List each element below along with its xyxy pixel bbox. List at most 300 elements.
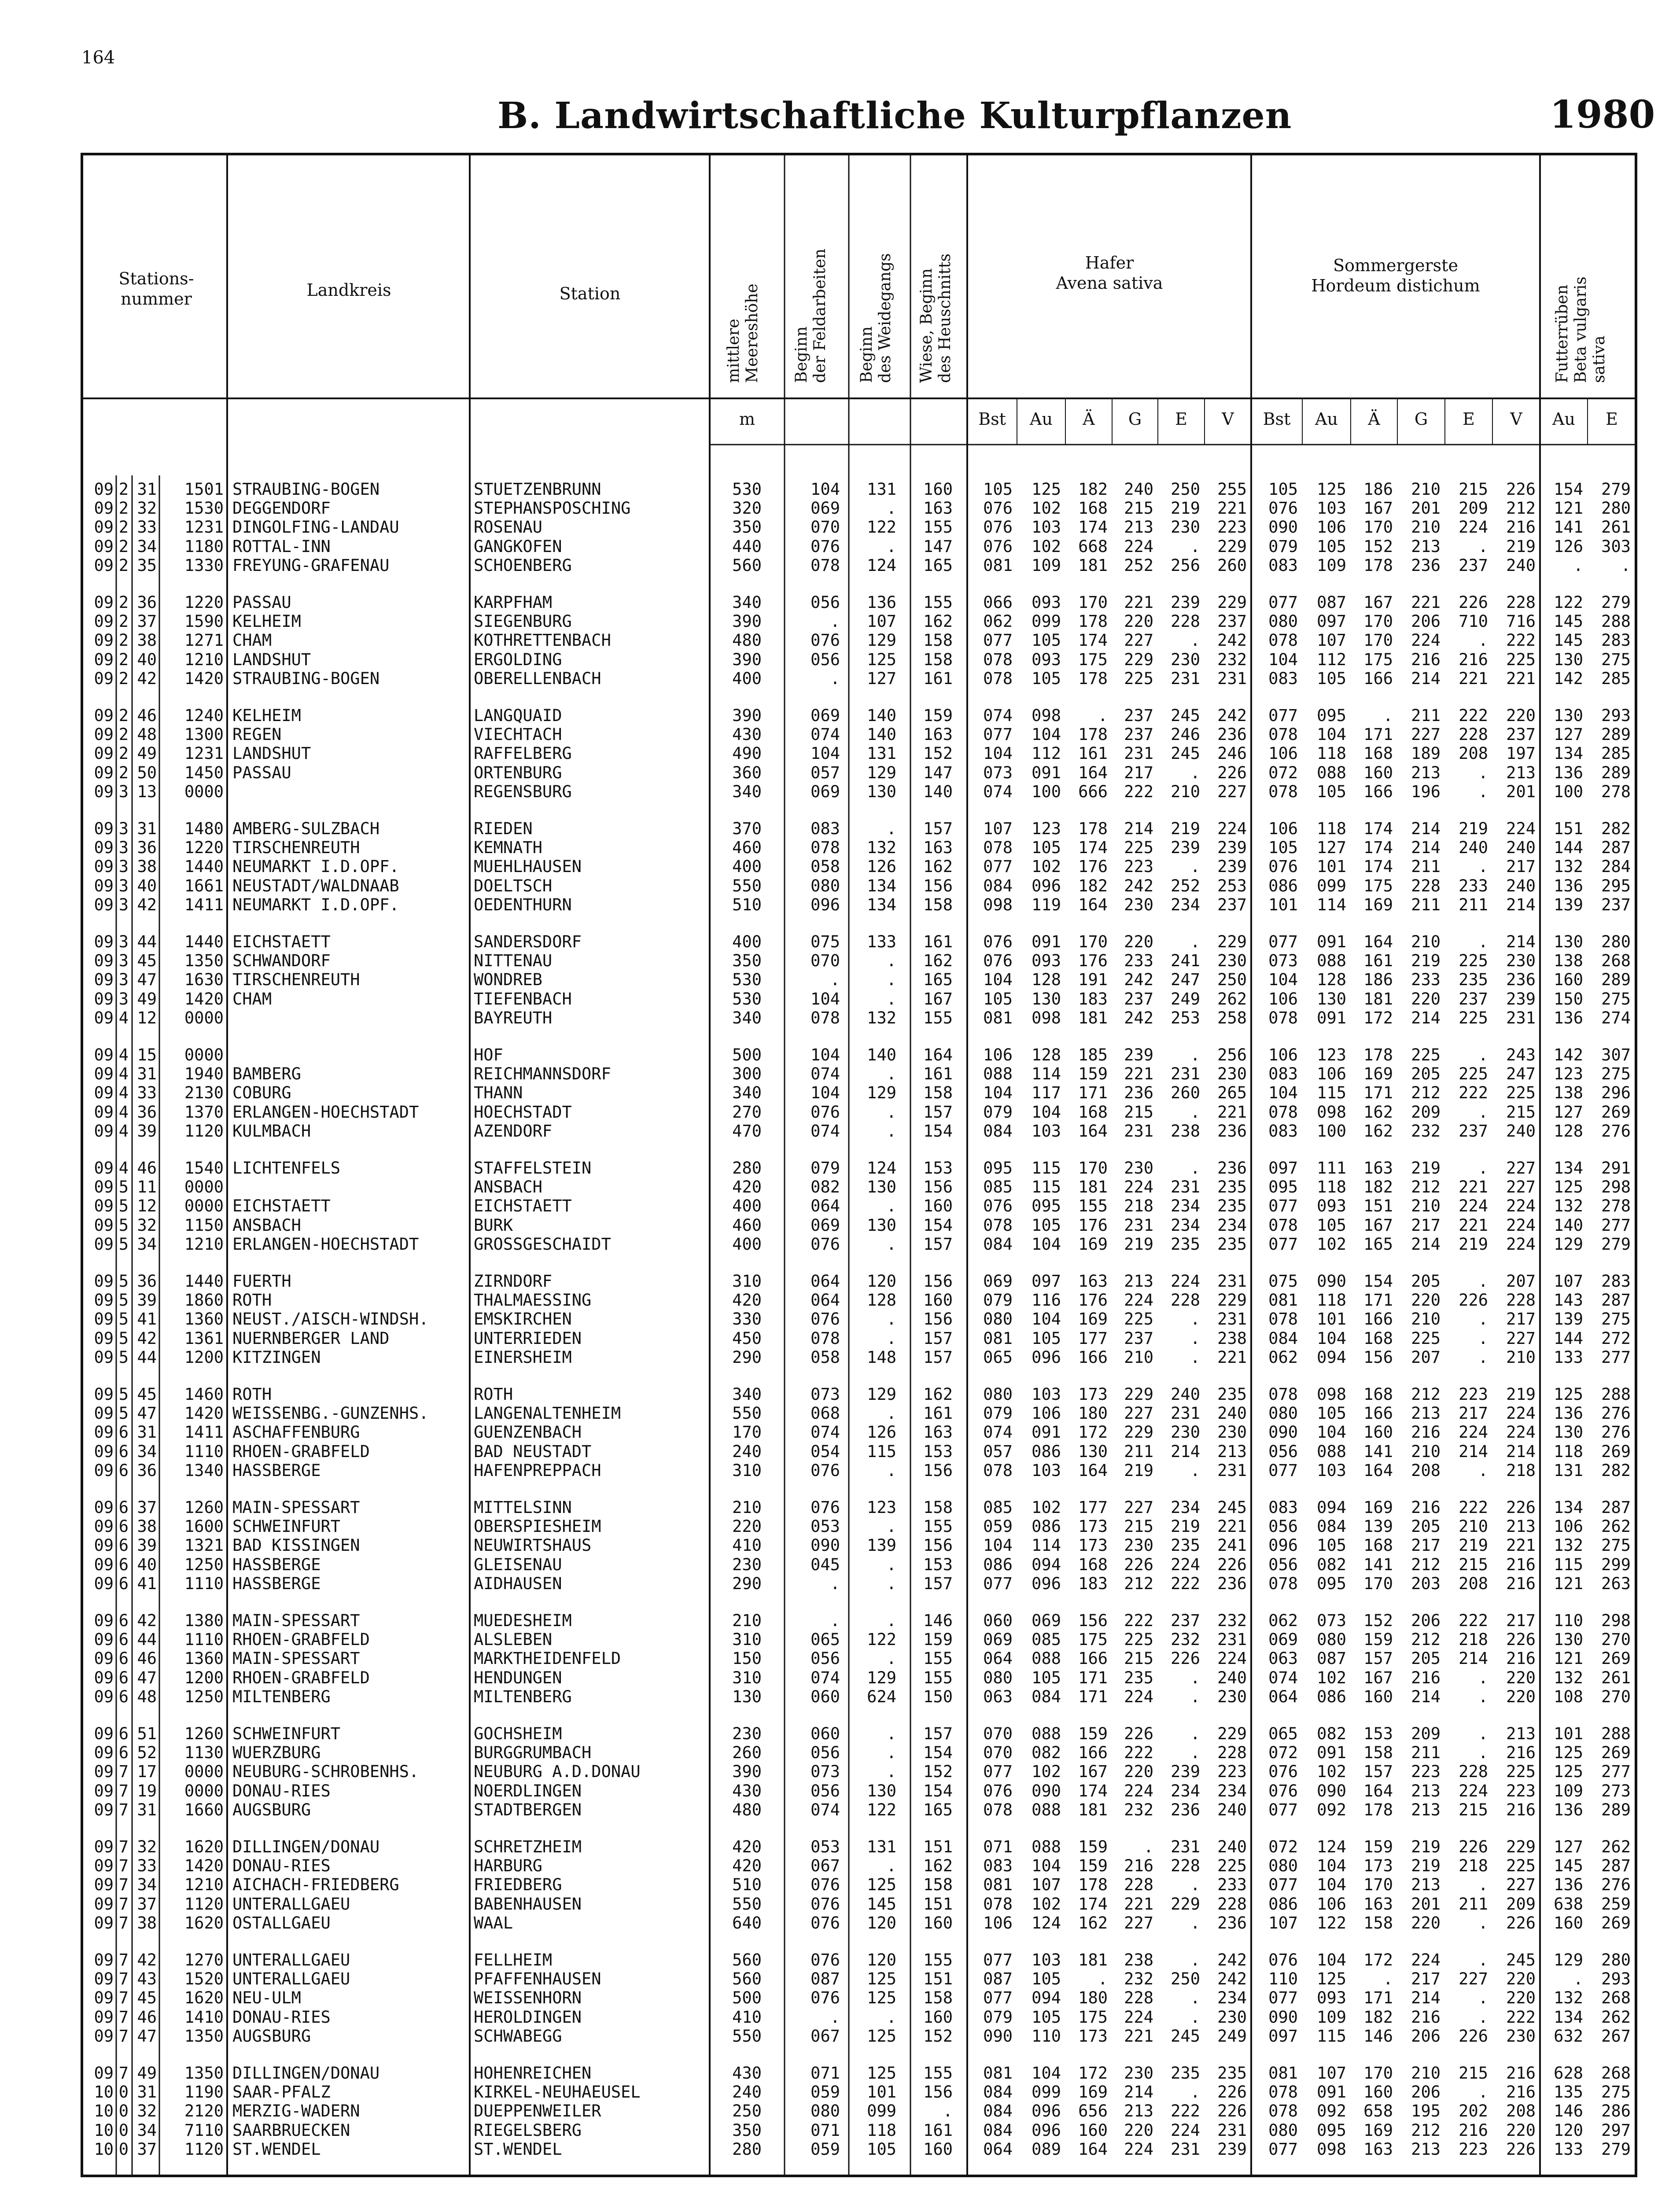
cell-hafer-bst: 104 bbox=[983, 744, 1013, 763]
cell-gerste-g: 214 bbox=[1411, 1988, 1441, 2008]
cell-station: ANSBACH bbox=[474, 1178, 542, 1197]
cell-hafer-ae: 172 bbox=[1078, 2064, 1108, 2083]
cell-hafer-g: 226 bbox=[1124, 1555, 1153, 1574]
cell-gerste-bst: 083 bbox=[1268, 669, 1298, 688]
cell-gerste-bst: 080 bbox=[1268, 1404, 1298, 1423]
cell-gerste-bst: 077 bbox=[1268, 1988, 1298, 2008]
cell-hafer-v: 250 bbox=[1217, 970, 1247, 990]
cell-stnr: 31 bbox=[137, 1423, 157, 1442]
cell-regbez: 2 bbox=[118, 631, 129, 650]
gerste-subheader: G bbox=[1414, 409, 1428, 429]
cell-station: WEISSENHORN bbox=[474, 1988, 582, 2008]
cell-landkreis: WEISSENBG.-GUNZENHS. bbox=[232, 1404, 429, 1423]
cell-gerste-v: 201 bbox=[1506, 782, 1536, 801]
cell-hafer-bst: 076 bbox=[983, 951, 1013, 971]
cell-hoehe: 430 bbox=[732, 2064, 762, 2083]
cell-hafer-g: 227 bbox=[1124, 1913, 1153, 1932]
cell-hafer-g: 237 bbox=[1124, 706, 1153, 725]
cell-landkreis: SCHWEINFURT bbox=[232, 1724, 341, 1743]
cell-gerste-bst: 101 bbox=[1268, 895, 1298, 914]
cell-gerste-au: 105 bbox=[1317, 1404, 1346, 1423]
cell-hafer-au: 102 bbox=[1032, 1894, 1061, 1914]
cell-hafer-ae: 159 bbox=[1078, 1064, 1108, 1084]
header-landkreis: Landkreis bbox=[306, 280, 391, 300]
cell-station: ALSLEBEN bbox=[474, 1630, 553, 1649]
cell-hoehe: 400 bbox=[732, 857, 762, 876]
cell-hafer-v: 258 bbox=[1217, 1008, 1247, 1027]
cell-gerste-e: . bbox=[1478, 1045, 1488, 1064]
cell-heuschnitt: 156 bbox=[923, 1310, 953, 1329]
cell-gerste-bst: 078 bbox=[1268, 2102, 1298, 2121]
cell-hoehe: 340 bbox=[732, 1008, 762, 1027]
cell-land: 09 bbox=[94, 650, 114, 669]
cell-gerste-g: 208 bbox=[1411, 1461, 1441, 1480]
cell-heuschnitt: 164 bbox=[923, 1045, 953, 1064]
cell-rueben-e: 276 bbox=[1601, 1423, 1631, 1442]
cell-gerste-ae: 174 bbox=[1363, 857, 1393, 876]
cell-kreisnr: 1411 bbox=[184, 1423, 224, 1442]
cell-hoehe: 270 bbox=[732, 1102, 762, 1122]
cell-hoehe: 560 bbox=[732, 1969, 762, 1989]
cell-gerste-bst: 086 bbox=[1268, 876, 1298, 895]
cell-gerste-bst: 080 bbox=[1268, 1856, 1298, 1876]
cell-weidegang: . bbox=[886, 1196, 896, 1216]
cell-heuschnitt: 156 bbox=[923, 876, 953, 895]
cell-gerste-au: 092 bbox=[1317, 1800, 1346, 1819]
header-stations-nummer: Stations- nummer bbox=[118, 269, 194, 309]
cell-rueben-e: 275 bbox=[1601, 1536, 1631, 1555]
cell-stnr: 19 bbox=[137, 1781, 157, 1800]
cell-hafer-ae: 178 bbox=[1078, 1875, 1108, 1895]
cell-land: 09 bbox=[94, 1800, 114, 1819]
cell-hafer-au: 105 bbox=[1032, 1215, 1061, 1235]
cell-rueben-au: 136 bbox=[1554, 1800, 1583, 1819]
cell-feldarbeiten: 074 bbox=[811, 1064, 840, 1084]
cell-hafer-g: 213 bbox=[1124, 518, 1153, 537]
cell-hafer-v: 229 bbox=[1217, 593, 1247, 612]
cell-gerste-bst: 105 bbox=[1268, 480, 1298, 499]
cell-weidegang: . bbox=[886, 2007, 896, 2027]
cell-kreisnr: 1420 bbox=[184, 989, 224, 1008]
cell-rueben-e: 275 bbox=[1601, 2083, 1631, 2102]
cell-gerste-au: 098 bbox=[1317, 2139, 1346, 2159]
cell-gerste-g: 224 bbox=[1411, 631, 1441, 650]
cell-rueben-au: . bbox=[1573, 556, 1583, 575]
cell-kreisnr: 0000 bbox=[184, 782, 224, 801]
cell-hoehe: 490 bbox=[732, 744, 762, 763]
cell-hoehe: 420 bbox=[732, 1291, 762, 1310]
cell-regbez: 5 bbox=[118, 1310, 129, 1329]
cell-heuschnitt: 156 bbox=[923, 1461, 953, 1480]
cell-gerste-v: 221 bbox=[1506, 1536, 1536, 1555]
cell-station: HARBURG bbox=[474, 1856, 542, 1876]
cell-rueben-e: 262 bbox=[1601, 1837, 1631, 1856]
cell-land: 09 bbox=[94, 1611, 114, 1630]
cell-feldarbeiten: 075 bbox=[811, 932, 840, 951]
cell-hafer-e: 249 bbox=[1171, 989, 1200, 1008]
cell-rueben-e: 287 bbox=[1601, 1291, 1631, 1310]
cell-kreisnr: 1350 bbox=[184, 2026, 224, 2046]
cell-hafer-v: 256 bbox=[1217, 1045, 1247, 1064]
cell-hafer-au: 095 bbox=[1032, 1196, 1061, 1216]
cell-kreisnr: 1361 bbox=[184, 1329, 224, 1348]
cell-gerste-v: 247 bbox=[1506, 1064, 1536, 1084]
cell-hafer-g: 226 bbox=[1124, 1724, 1153, 1743]
cell-gerste-g: 217 bbox=[1411, 1536, 1441, 1555]
cell-stnr: 49 bbox=[137, 744, 157, 763]
cell-gerste-e: . bbox=[1478, 1875, 1488, 1895]
cell-heuschnitt: 161 bbox=[923, 2120, 953, 2140]
cell-gerste-g: 236 bbox=[1411, 556, 1441, 575]
cell-gerste-bst: 072 bbox=[1268, 1743, 1298, 1763]
cell-hafer-ae: 130 bbox=[1078, 1442, 1108, 1461]
cell-gerste-e: . bbox=[1478, 537, 1488, 556]
cell-rueben-au: 138 bbox=[1554, 1083, 1583, 1103]
cell-hafer-v: 240 bbox=[1217, 1800, 1247, 1819]
cell-regbez: 7 bbox=[118, 1875, 129, 1895]
cell-gerste-bst: 083 bbox=[1268, 1498, 1298, 1517]
cell-gerste-v: 229 bbox=[1506, 1837, 1536, 1856]
cell-gerste-g: 214 bbox=[1411, 819, 1441, 838]
cell-hafer-e: 219 bbox=[1171, 819, 1200, 838]
cell-hafer-ae: 171 bbox=[1078, 1668, 1108, 1687]
cell-hoehe: 350 bbox=[732, 518, 762, 537]
cell-landkreis: NEUBURG-SCHROBENHS. bbox=[232, 1762, 419, 1781]
cell-regbez: 3 bbox=[118, 970, 129, 990]
cell-rueben-e: 275 bbox=[1601, 650, 1631, 669]
cell-rueben-e: 275 bbox=[1601, 989, 1631, 1008]
cell-heuschnitt: 157 bbox=[923, 1347, 953, 1367]
cell-regbez: 7 bbox=[118, 1762, 129, 1781]
cell-gerste-g: 210 bbox=[1411, 518, 1441, 537]
cell-gerste-g: 210 bbox=[1411, 2064, 1441, 2083]
cell-hafer-v: 238 bbox=[1217, 1329, 1247, 1348]
cell-gerste-v: 236 bbox=[1506, 970, 1536, 990]
cell-gerste-v: 222 bbox=[1506, 2007, 1536, 2027]
cell-hafer-e: 245 bbox=[1171, 2026, 1200, 2046]
cell-hafer-g: 224 bbox=[1124, 537, 1153, 556]
cell-land: 09 bbox=[94, 1310, 114, 1329]
cell-weidegang: . bbox=[886, 1404, 896, 1423]
cell-rueben-e: 259 bbox=[1601, 1894, 1631, 1914]
cell-hoehe: 340 bbox=[732, 593, 762, 612]
cell-heuschnitt: 160 bbox=[923, 480, 953, 499]
cell-hafer-v: 226 bbox=[1217, 1555, 1247, 1574]
cell-hafer-au: 117 bbox=[1032, 1083, 1061, 1103]
cell-rueben-e: 289 bbox=[1601, 970, 1631, 990]
cell-station: FELLHEIM bbox=[474, 1951, 553, 1969]
cell-hafer-e: 241 bbox=[1171, 951, 1200, 971]
cell-land: 09 bbox=[94, 1555, 114, 1574]
cell-stnr: 44 bbox=[137, 1630, 157, 1649]
cell-hafer-ae: 178 bbox=[1078, 725, 1108, 744]
cell-hafer-v: 242 bbox=[1217, 631, 1247, 650]
cell-gerste-ae: 170 bbox=[1363, 2064, 1393, 2083]
cell-gerste-ae: . bbox=[1383, 1969, 1393, 1989]
cell-gerste-g: 228 bbox=[1411, 876, 1441, 895]
header-gerste: Sommergerste Hordeum distichum bbox=[1311, 256, 1480, 295]
cell-hafer-bst: 080 bbox=[983, 1310, 1013, 1329]
cell-hafer-e: 228 bbox=[1171, 612, 1200, 631]
cell-hafer-au: 102 bbox=[1032, 537, 1061, 556]
cell-rueben-e: 288 bbox=[1601, 1385, 1631, 1404]
header-rueben: Futterrüben Beta vulgaris sativa bbox=[1553, 276, 1608, 383]
cell-rueben-e: 298 bbox=[1601, 1178, 1631, 1197]
cell-rueben-au: 132 bbox=[1554, 1668, 1583, 1687]
cell-kreisnr: 0000 bbox=[184, 1762, 224, 1781]
cell-hafer-au: 088 bbox=[1032, 1837, 1061, 1856]
cell-rueben-e: 283 bbox=[1601, 1272, 1631, 1291]
cell-regbez: 3 bbox=[118, 857, 129, 876]
cell-land: 09 bbox=[94, 1951, 114, 1969]
cell-hafer-v: 236 bbox=[1217, 1913, 1247, 1932]
cell-gerste-v: 227 bbox=[1506, 1875, 1536, 1895]
cell-hafer-au: 116 bbox=[1032, 1291, 1061, 1310]
cell-hoehe: 330 bbox=[732, 1310, 762, 1329]
cell-hafer-bst: 081 bbox=[983, 1329, 1013, 1348]
cell-station: PFAFFENHAUSEN bbox=[474, 1969, 601, 1989]
cell-rueben-au: 107 bbox=[1554, 1272, 1583, 1291]
cell-feldarbeiten: 078 bbox=[811, 1008, 840, 1027]
cell-landkreis: DONAU-RIES bbox=[232, 1781, 331, 1800]
rueben-subheader: Au bbox=[1552, 409, 1575, 429]
cell-heuschnitt: 153 bbox=[923, 1555, 953, 1574]
cell-hafer-au: 109 bbox=[1032, 556, 1061, 575]
cell-hafer-e: 236 bbox=[1171, 1800, 1200, 1819]
cell-hafer-e: 239 bbox=[1171, 1762, 1200, 1781]
cell-kreisnr: 1420 bbox=[184, 669, 224, 688]
cell-hafer-ae: 170 bbox=[1078, 593, 1108, 612]
cell-hafer-g: 230 bbox=[1124, 2064, 1153, 2083]
cell-land: 09 bbox=[94, 1969, 114, 1989]
cell-heuschnitt: 151 bbox=[923, 1894, 953, 1914]
cell-hafer-g: 225 bbox=[1124, 669, 1153, 688]
cell-hafer-ae: 172 bbox=[1078, 1423, 1108, 1442]
cell-stnr: 33 bbox=[137, 1083, 157, 1103]
cell-gerste-ae: 171 bbox=[1363, 1988, 1393, 2008]
cell-gerste-v: 225 bbox=[1506, 1083, 1536, 1103]
cell-hafer-g: 242 bbox=[1124, 970, 1153, 990]
cell-hafer-ae: 170 bbox=[1078, 1159, 1108, 1178]
cell-hoehe: 320 bbox=[732, 499, 762, 518]
cell-hafer-bst: 077 bbox=[983, 1951, 1013, 1969]
cell-hafer-v: 223 bbox=[1217, 518, 1247, 537]
cell-stnr: 37 bbox=[137, 1498, 157, 1517]
cell-gerste-au: 104 bbox=[1317, 1423, 1346, 1442]
cell-stnr: 12 bbox=[137, 1008, 157, 1027]
cell-gerste-au: 128 bbox=[1317, 970, 1346, 990]
cell-weidegang: 125 bbox=[867, 1988, 896, 2008]
cell-gerste-g: 217 bbox=[1411, 1969, 1441, 1989]
cell-landkreis: PASSAU bbox=[232, 593, 291, 612]
cell-gerste-v: 240 bbox=[1506, 556, 1536, 575]
cell-regbez: 2 bbox=[118, 593, 129, 612]
cell-hafer-bst: 074 bbox=[983, 782, 1013, 801]
cell-rueben-au: 132 bbox=[1554, 1988, 1583, 2008]
cell-stnr: 38 bbox=[137, 1913, 157, 1932]
cell-station: GLEISENAU bbox=[474, 1555, 562, 1574]
cell-hafer-ae: 159 bbox=[1078, 1837, 1108, 1856]
cell-landkreis: MERZIG-WADERN bbox=[232, 2102, 360, 2121]
cell-regbez: 3 bbox=[118, 876, 129, 895]
cell-rueben-au: 628 bbox=[1554, 2064, 1583, 2083]
cell-hoehe: 390 bbox=[732, 1762, 762, 1781]
cell-gerste-g: 214 bbox=[1411, 1234, 1441, 1254]
cell-landkreis: DILLINGEN/DONAU bbox=[232, 1837, 380, 1856]
cell-heuschnitt: 150 bbox=[923, 1687, 953, 1706]
cell-weidegang: 122 bbox=[867, 1800, 896, 1819]
cell-gerste-au: 099 bbox=[1317, 876, 1346, 895]
cell-gerste-v: 214 bbox=[1506, 932, 1536, 951]
cell-weidegang: . bbox=[886, 1856, 896, 1876]
cell-hafer-e: 250 bbox=[1171, 1969, 1200, 1989]
cell-gerste-au: 082 bbox=[1317, 1555, 1346, 1574]
cell-hafer-v: 234 bbox=[1217, 1215, 1247, 1235]
cell-gerste-g: 211 bbox=[1411, 895, 1441, 914]
cell-gerste-au: 112 bbox=[1317, 650, 1346, 669]
cell-hafer-au: 104 bbox=[1032, 1234, 1061, 1254]
cell-gerste-ae: 167 bbox=[1363, 1668, 1393, 1687]
cell-gerste-au: 100 bbox=[1317, 1121, 1346, 1141]
cell-stnr: 40 bbox=[137, 876, 157, 895]
cell-stnr: 11 bbox=[137, 1178, 157, 1197]
cell-gerste-au: 104 bbox=[1317, 1856, 1346, 1876]
cell-rueben-e: 280 bbox=[1601, 1951, 1631, 1969]
cell-hafer-e: 240 bbox=[1171, 1385, 1200, 1404]
cell-hafer-bst: 088 bbox=[983, 1064, 1013, 1084]
cell-hafer-bst: 076 bbox=[983, 1196, 1013, 1216]
cell-regbez: 4 bbox=[118, 1008, 129, 1027]
cell-stnr: 44 bbox=[137, 1347, 157, 1367]
cell-hafer-bst: 057 bbox=[983, 1442, 1013, 1461]
cell-station: LANGQUAID bbox=[474, 706, 562, 725]
cell-gerste-e: 228 bbox=[1459, 1762, 1488, 1781]
cell-stnr: 31 bbox=[137, 819, 157, 838]
cell-weidegang: . bbox=[886, 1743, 896, 1763]
cell-hafer-au: 128 bbox=[1032, 1045, 1061, 1064]
cell-station: THALMAESSING bbox=[474, 1291, 592, 1310]
cell-gerste-e: 216 bbox=[1459, 2120, 1488, 2140]
cell-hafer-ae: 178 bbox=[1078, 612, 1108, 631]
cell-regbez: 3 bbox=[118, 838, 129, 858]
cell-kreisnr: 1860 bbox=[184, 1291, 224, 1310]
cell-hafer-v: 235 bbox=[1217, 2064, 1247, 2083]
cell-stnr: 49 bbox=[137, 2064, 157, 2083]
cell-hoehe: 500 bbox=[732, 1045, 762, 1064]
cell-gerste-v: 240 bbox=[1506, 876, 1536, 895]
cell-hafer-ae: 168 bbox=[1078, 1102, 1108, 1122]
cell-hafer-au: 096 bbox=[1032, 2102, 1061, 2121]
cell-gerste-e: 226 bbox=[1459, 593, 1488, 612]
cell-hoehe: 400 bbox=[732, 932, 762, 951]
cell-regbez: 6 bbox=[118, 1724, 129, 1743]
cell-hafer-v: 240 bbox=[1217, 1668, 1247, 1687]
cell-rueben-au: 129 bbox=[1554, 1234, 1583, 1254]
cell-stnr: 48 bbox=[137, 1687, 157, 1706]
cell-gerste-g: 214 bbox=[1411, 1008, 1441, 1027]
cell-gerste-bst: 083 bbox=[1268, 556, 1298, 575]
cell-gerste-au: 102 bbox=[1317, 1668, 1346, 1687]
cell-gerste-au: 091 bbox=[1317, 2083, 1346, 2102]
cell-stnr: 36 bbox=[137, 838, 157, 858]
cell-gerste-e: 226 bbox=[1459, 2026, 1488, 2046]
cell-heuschnitt: 156 bbox=[923, 1178, 953, 1197]
cell-hafer-g: 213 bbox=[1124, 1272, 1153, 1291]
cell-kreisnr: 1260 bbox=[184, 1498, 224, 1517]
cell-hafer-bst: 105 bbox=[983, 989, 1013, 1008]
cell-station: SCHOENBERG bbox=[474, 556, 572, 575]
cell-hafer-e: 245 bbox=[1171, 744, 1200, 763]
cell-station: ST.WENDEL bbox=[474, 2139, 562, 2159]
cell-feldarbeiten: 076 bbox=[811, 537, 840, 556]
cell-station: GUENZENBACH bbox=[474, 1423, 582, 1442]
cell-weidegang: . bbox=[886, 1574, 896, 1593]
cell-landkreis: TIRSCHENREUTH bbox=[232, 838, 360, 858]
cell-regbez: 5 bbox=[118, 1272, 129, 1291]
cell-hafer-ae: 191 bbox=[1078, 970, 1108, 990]
cell-station: AIDHAUSEN bbox=[474, 1574, 562, 1593]
cell-gerste-e: 218 bbox=[1459, 1856, 1488, 1876]
cell-land: 09 bbox=[94, 1724, 114, 1743]
cell-hafer-bst: 066 bbox=[983, 593, 1013, 612]
cell-stnr: 40 bbox=[137, 650, 157, 669]
header-weidegang: Beginn des Weidegangs bbox=[858, 253, 894, 383]
cell-kreisnr: 1250 bbox=[184, 1555, 224, 1574]
cell-hafer-bst: 107 bbox=[983, 819, 1013, 838]
cell-regbez: 4 bbox=[118, 1045, 129, 1064]
cell-rueben-au: 130 bbox=[1554, 650, 1583, 669]
cell-rueben-e: 262 bbox=[1601, 1517, 1631, 1536]
cell-gerste-e: 209 bbox=[1459, 499, 1488, 518]
cell-hafer-g: 219 bbox=[1124, 1234, 1153, 1254]
cell-heuschnitt: 151 bbox=[923, 1969, 953, 1989]
cell-gerste-au: 114 bbox=[1317, 895, 1346, 914]
cell-hafer-v: 240 bbox=[1217, 1404, 1247, 1423]
cell-gerste-v: 216 bbox=[1506, 518, 1536, 537]
cell-rueben-au: 101 bbox=[1554, 1724, 1583, 1743]
cell-heuschnitt: 140 bbox=[923, 782, 953, 801]
cell-gerste-e: . bbox=[1478, 1329, 1488, 1348]
cell-gerste-bst: 078 bbox=[1268, 782, 1298, 801]
cell-hafer-g: 218 bbox=[1124, 1196, 1153, 1216]
cell-hafer-bst: 079 bbox=[983, 1102, 1013, 1122]
cell-kreisnr: 1300 bbox=[184, 725, 224, 744]
cell-gerste-e: . bbox=[1478, 1102, 1488, 1122]
cell-hafer-v: 231 bbox=[1217, 1310, 1247, 1329]
cell-feldarbeiten: 073 bbox=[811, 1385, 840, 1404]
cell-gerste-v: 209 bbox=[1506, 1894, 1536, 1914]
cell-hafer-v: 229 bbox=[1217, 1724, 1247, 1743]
cell-gerste-g: 206 bbox=[1411, 1611, 1441, 1630]
cell-gerste-ae: 161 bbox=[1363, 951, 1393, 971]
cell-land: 09 bbox=[94, 1272, 114, 1291]
cell-hafer-v: 234 bbox=[1217, 1988, 1247, 2008]
cell-feldarbeiten: 076 bbox=[811, 1461, 840, 1480]
cell-hoehe: 210 bbox=[732, 1498, 762, 1517]
cell-rueben-au: 122 bbox=[1554, 593, 1583, 612]
cell-hafer-au: 089 bbox=[1032, 2139, 1061, 2159]
cell-gerste-v: 225 bbox=[1506, 650, 1536, 669]
cell-gerste-e: 221 bbox=[1459, 1215, 1488, 1235]
cell-hafer-au: 124 bbox=[1032, 1913, 1061, 1932]
cell-gerste-v: 240 bbox=[1506, 1121, 1536, 1141]
cell-hafer-g: 225 bbox=[1124, 1630, 1153, 1649]
cell-hafer-e: 224 bbox=[1171, 1272, 1200, 1291]
cell-hoehe: 430 bbox=[732, 1781, 762, 1800]
cell-hafer-ae: 174 bbox=[1078, 838, 1108, 858]
cell-hafer-bst: 078 bbox=[983, 838, 1013, 858]
cell-weidegang: 140 bbox=[867, 706, 896, 725]
